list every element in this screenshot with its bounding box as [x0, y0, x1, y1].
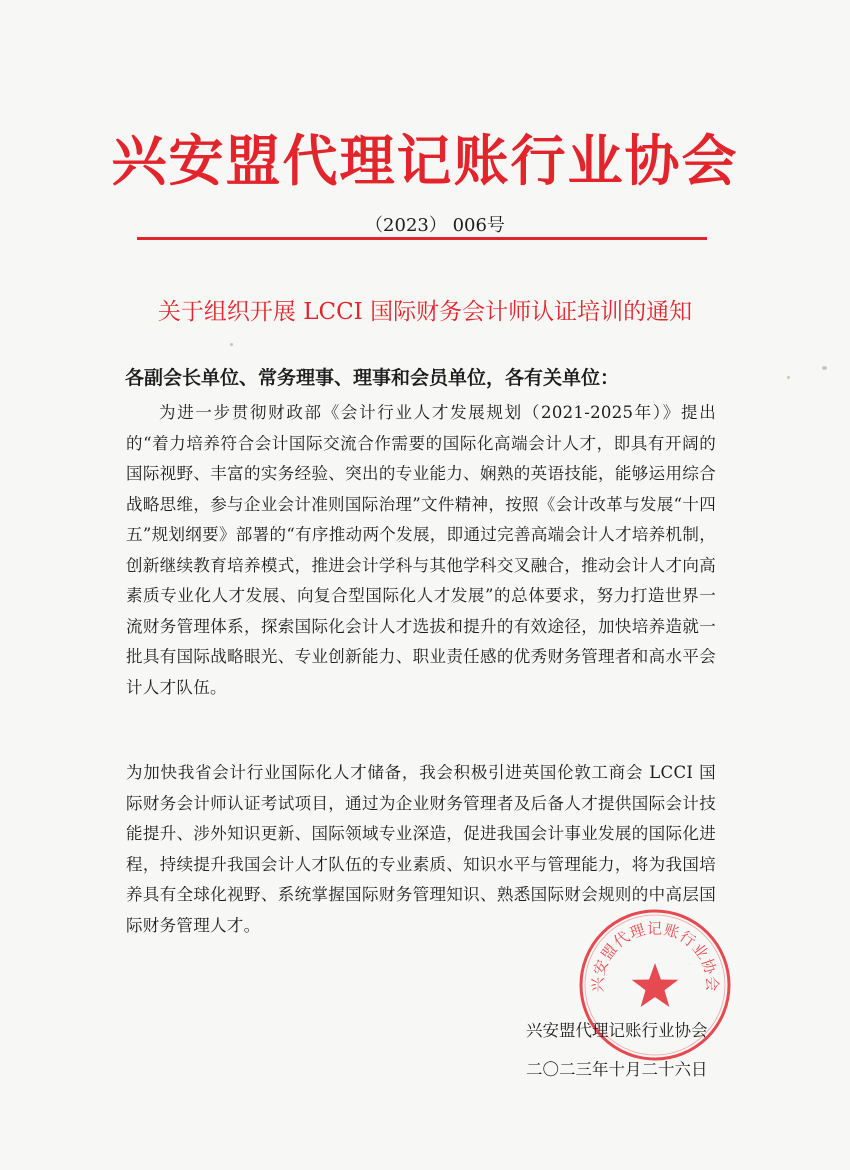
body-paragraph-2: 为加快我省会计行业国际化人才储备，我会积极引进英国伦敦工商会 LCCI 国际财务会计师认证考试项目，通过为企业财务管理者及后备人才提供国际会计技能提升、涉外知识更新、国际领域专业深造，促进我国会计事业发展的国际化进程，持续提升我国会计人才队伍的专业素质、知识水平与管理能力，将为我国培养具有全球化视野、系统掌握国际财务管理知识、熟悉国际财会规则的中高层国际财务管理人才。 [126, 763, 716, 935]
notice-title: 关于组织开展 LCCI 国际财务会计师认证培训的通知 [157, 299, 693, 325]
seal-star-icon [632, 963, 679, 1007]
header-divider [137, 237, 707, 240]
signature-date: 二〇二三年十月二十六日 [526, 1060, 708, 1079]
seal-text: 兴安盟代理记账行业协会 [588, 919, 722, 993]
body-paragraph-1: 为进一步贯彻财政部《会计行业人才发展规划（2021-2025年）》提出的“着力培养符合会计国际交流合作需要的国际化高端会计人才，即具有开阔的国际视野、丰富的实务经验、突出的专业能力、娴熟的英语技能，能够运用综合战略思维，参与企业会计准则国际治理”文件精神，按照《会计改革与发展“十四五”规划纲要》部署的“有序推动两个发展，即通过完善高端会计人才培养机制，创新继续教育培养模式，推进会计学科与其他学科交叉融合，推动会计人才向高素质专业化人才发展、向复合型国际化人才发展”的总体要求，努力打造世界一流财务管理体系，探索国际化会计人才选拔和提升的有效途径，加快培养造就一批具有国际战略眼光、专业创新能力、职业责任感的优秀财务管理者和高水平会计人才队伍。 [126, 403, 716, 697]
signature-organization: 兴安盟代理记账行业协会 [526, 1021, 708, 1040]
document-number: （2023） 006号 [365, 215, 505, 236]
organization-title: 兴安盟代理记账行业协会 [111, 128, 739, 193]
salutation: 各副会长单位、常务理事、理事和会员单位，各有关单位： [125, 367, 620, 389]
scan-speck [787, 376, 790, 379]
scan-speck [822, 366, 827, 370]
scan-speck [230, 343, 233, 346]
